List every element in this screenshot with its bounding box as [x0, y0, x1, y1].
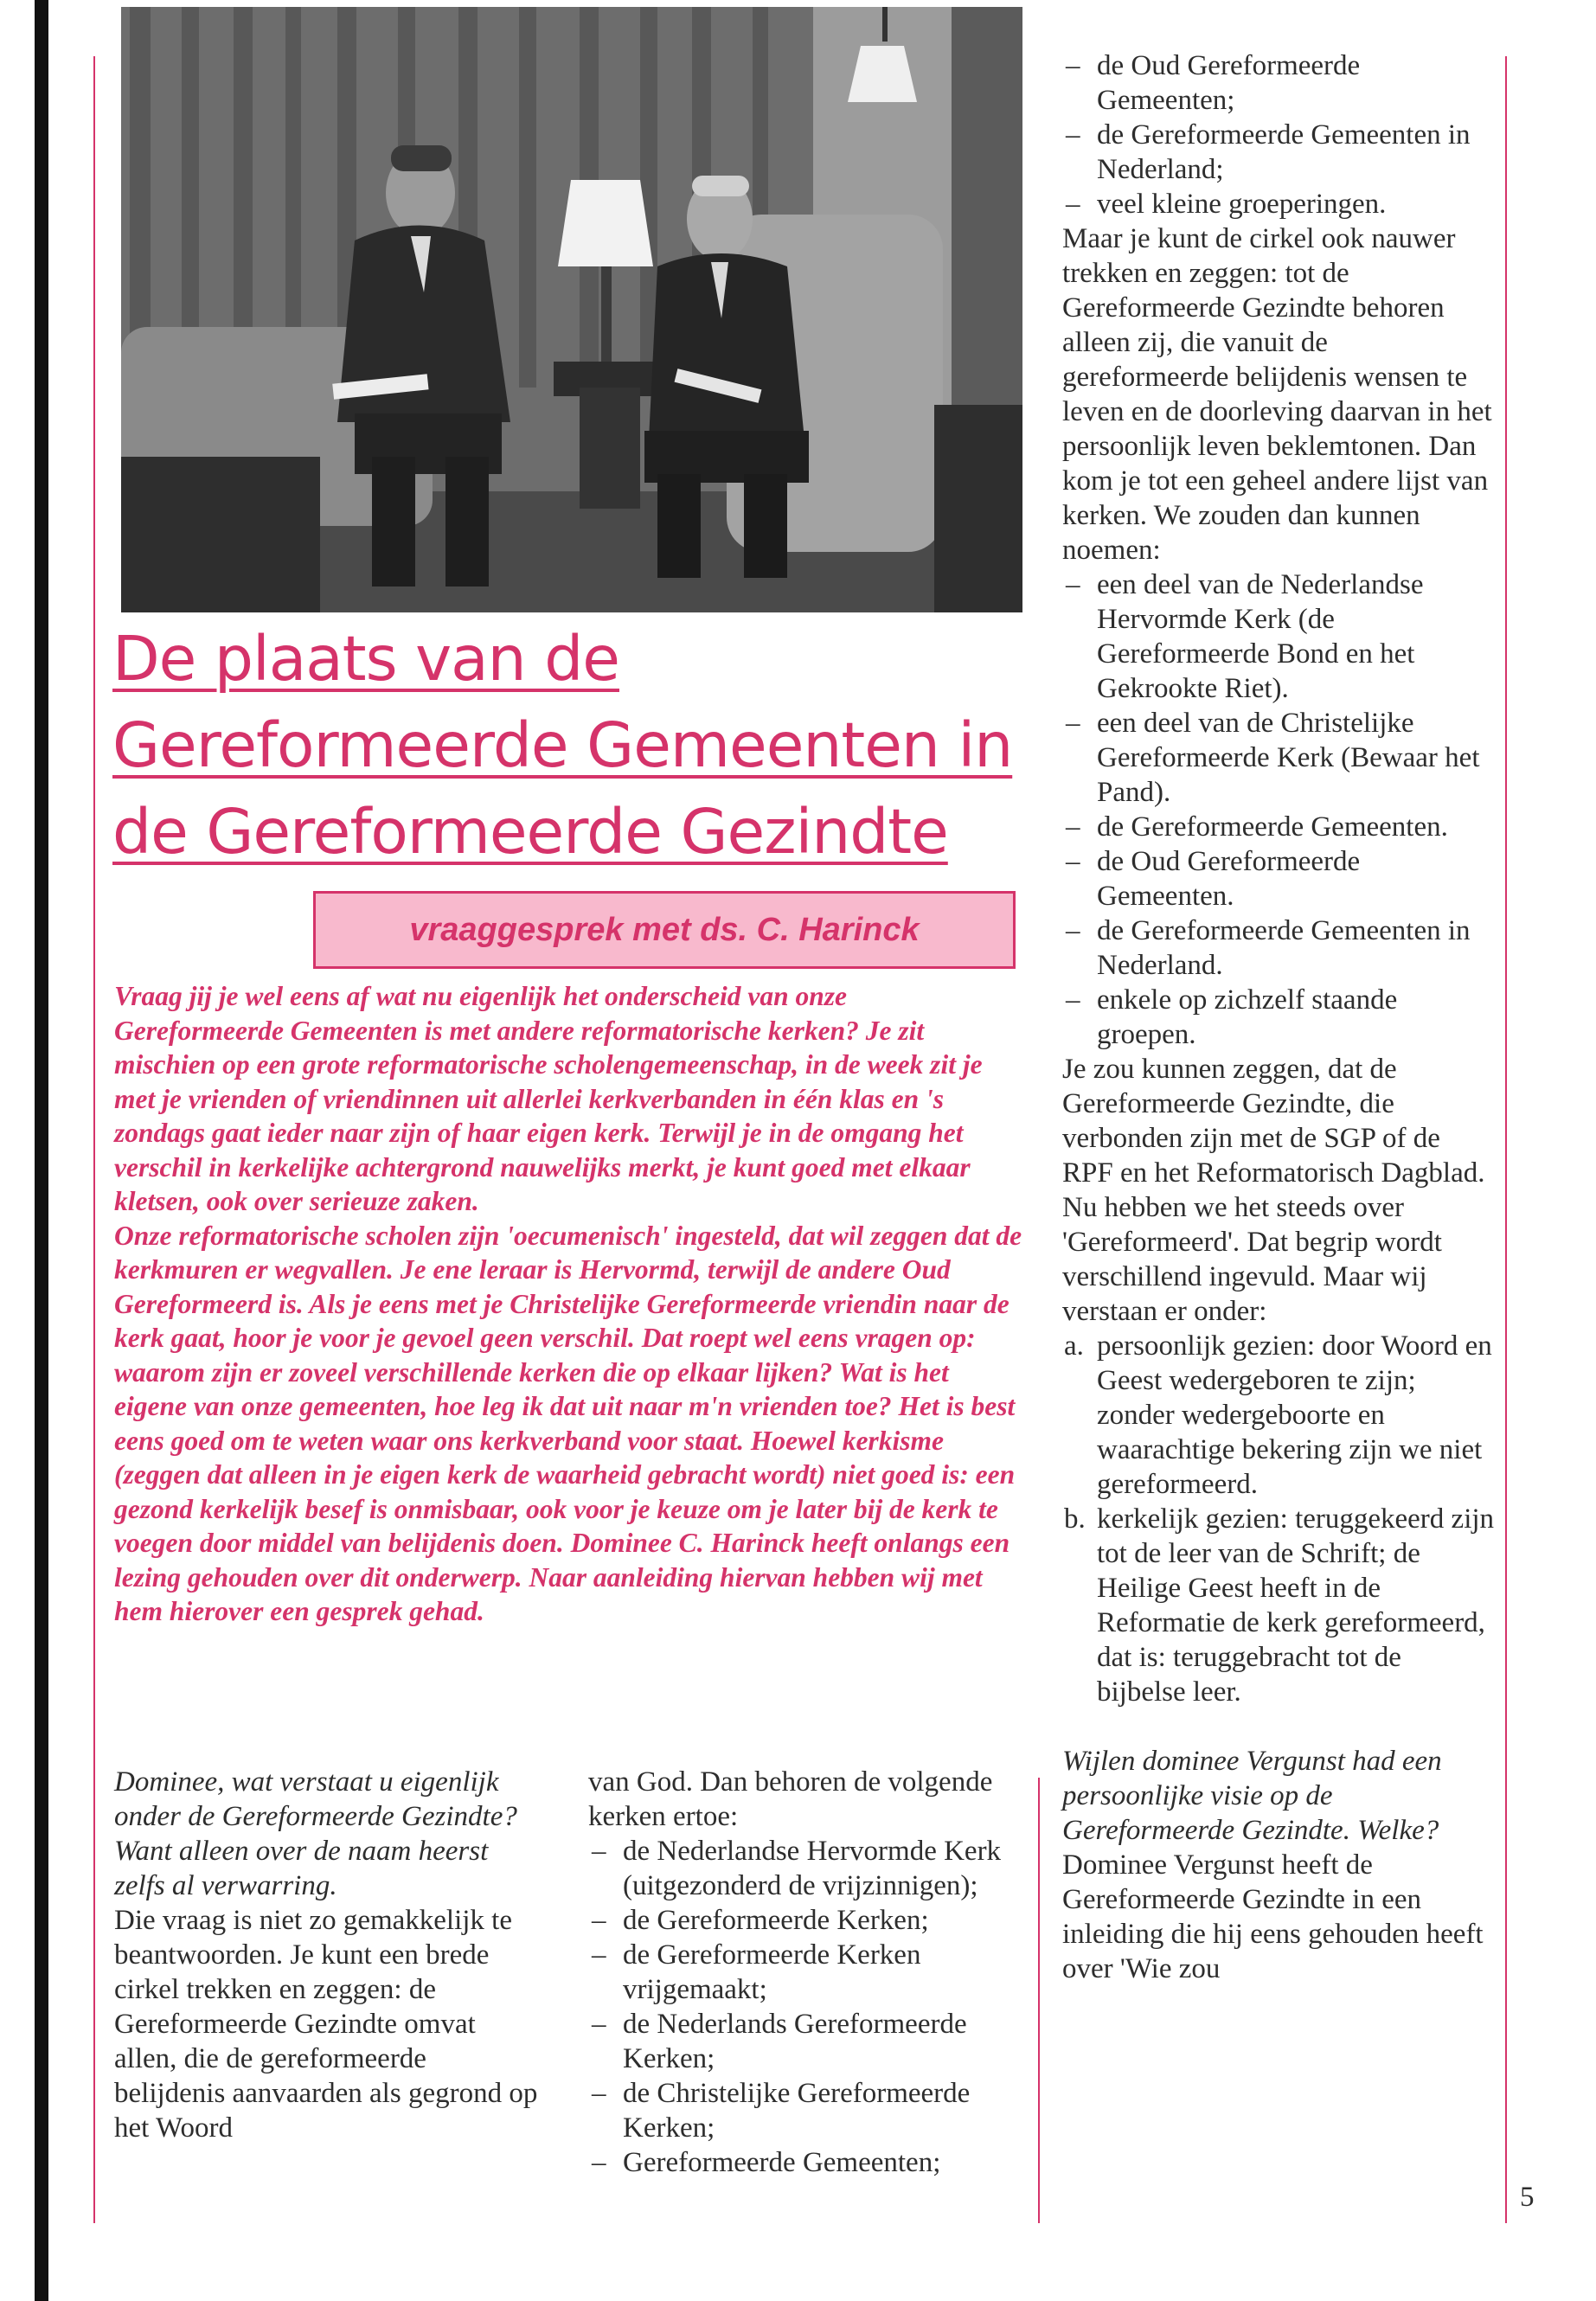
article-title	[112, 616, 1029, 875]
answer-paragraph: Je zou kunnen zeggen, dat de Gereformeerde Gezindte, die verbonden zijn met de SGP of de RPF en het Reformatorisch Dagblad. Nu hebben we het steeds over 'Gereformeerd'. Dat begrip wordt verschillend ingevuld. Maar wij verstaan er onder:	[1062, 1054, 1485, 1327]
column-rule-left	[93, 56, 95, 2223]
intro-paragraph: Onze reformatorische scholen zijn 'oecumenisch' ingesteld, dat wil zeggen dat de kerkmuren er wegvallen. Je ene leraar is Hervormd, terwijl de andere Oud Gereformeerd is. Als je eens met je Christelijke Gereformeerde vriendin naar de kerk gaat, hoor je voor je gevoel geen verschil. Dat roept wel eens vragen op: waarom zijn er zoveel verschillende kerken die op elkaar lijken? Wat is het eigene van onze gemeenten, hoe leg ik dat uit naar m'n vrienden toe? Het is best eens goed om te weten waar ons kerkverband voor staat. Hoewel kerkisme (zeggen dat alleen in je eigen kerk de waarheid gebracht wordt) niet goed is: een gezond kerkelijk besef is onmisbaar, ook voor je keuze om je later bij de kerk te voegen door middel van belijdenis doen. Dominee C. Harinck heeft onlangs een lezing gehouden over dit onderwerp. Naar aanleiding hiervan hebben wij met hem hierover een gesprek gehad.	[114, 1220, 1022, 1626]
list-item: – de Nederlandse Hervormde Kerk (uitgezonderd de vrijzinnigen);	[588, 1834, 1021, 1903]
column-2	[588, 1765, 1021, 2180]
column-rule-middle	[1038, 1778, 1040, 2223]
church-list	[588, 1834, 1021, 2180]
list-item: – veel kleine groeperingen.	[1062, 187, 1495, 221]
list-item: – de Oud Gereformeerde Gemeenten;	[1062, 48, 1495, 118]
interview-answer: Die vraag is niet zo gemakkelijk te beantwoorden. Je kunt een brede cirkel trekken en zeggen: de Gereformeerde Gezindte omvat allen, die de gereformeerde belijdenis aanvaarden als gegrond op het Woord	[114, 1905, 538, 2144]
interview-answer: Dominee Vergunst heeft de Gereformeerde Gezindte in een inleiding die hij eens gehouden heeft over 'Wie zou	[1062, 1849, 1484, 1984]
list-item: – de Christelijke Gereformeerde Kerken;	[588, 2076, 1021, 2145]
answer-continuation: van God. Dan behoren de volgende kerken ertoe:	[588, 1766, 993, 1832]
definition-text: kerkelijk gezien: teruggekeerd zijn tot de leer van de Schrift; de Heilige Geest heeft in de Reformatie de kerk gereformeerd, dat is: teruggebracht tot de bijbelse leer.	[1097, 1503, 1495, 1708]
subtitle: vraaggesprek met ds. C. Harinck	[409, 911, 920, 948]
list-item: – de Nederlands Gereformeerde Kerken;	[588, 2007, 1021, 2076]
definition-list	[1062, 1329, 1495, 1709]
column-3	[1062, 48, 1495, 1986]
title-line: De plaats van de	[112, 623, 619, 695]
definition-item	[1062, 1329, 1495, 1502]
list-item: – enkele op zichzelf staande groepen.	[1062, 983, 1495, 1052]
list-item: – de Oud Gereformeerde Gemeenten.	[1062, 844, 1495, 913]
list-item: – een deel van de Christelijke Gereformeerde Kerk (Bewaar het Pand).	[1062, 706, 1495, 810]
list-item: – de Gereformeerde Gemeenten.	[1062, 810, 1495, 844]
intro-text	[114, 979, 1022, 1629]
list-item: – een deel van de Nederlandse Hervormde Kerk (de Gereformeerde Bond en het Gekrookte Riet).	[1062, 567, 1495, 706]
title-line: de Gereformeerde Gezindte	[112, 796, 948, 868]
title-line: Gereformeerde Gemeenten in	[112, 709, 1013, 781]
column-1	[114, 1765, 538, 2145]
answer-paragraph: Maar je kunt de cirkel ook nauwer trekken en zeggen: tot de Gereformeerde Gezindte behoren alleen zij, die vanuit de gereformeerde belijdenis wensen te leven en de doorleving daarvan in het persoonlijk leven beklemtonen. Dan kom je tot een geheel andere lijst van kerken. We zouden dan kunnen noemen:	[1062, 223, 1492, 566]
list-item: – de Gereformeerde Gemeenten in Nederland.	[1062, 913, 1495, 983]
definition-text: persoonlijk gezien: door Woord en Geest wedergeboren te zijn; zonder wedergeboorte en waarachtige bekering zijn we niet gereformeerd.	[1097, 1330, 1492, 1500]
narrow-church-list	[1062, 567, 1495, 1052]
page-number: 5	[1520, 2182, 1535, 2213]
intro-paragraph: Vraag jij je wel eens af wat nu eigenlijk het onderscheid van onze Gereformeerde Gemeenten is met andere reformatorische kerken? Je zit mischien op een grote reformatorische scholengemeenschap, in de week zit je met je vrienden of vriendinnen uit allerlei kerkverbanden in één klas en 's zondags gaat ieder naar zijn of haar eigen kerk. Terwijl je in de omgang het verschil in kerkelijke achtergrond nauwelijks merkt, je kunt goed met elkaar kletsen, ook over serieuze zaken.	[114, 981, 983, 1216]
list-item: – de Gereformeerde Gemeenten in Nederland;	[1062, 118, 1495, 187]
definition-item	[1062, 1502, 1495, 1709]
interview-photo	[121, 7, 1022, 612]
list-item: – Gereformeerde Gemeenten;	[588, 2145, 1021, 2180]
interview-question: Wijlen dominee Vergunst had een persoonlijke visie op de Gereformeerde Gezindte. Welke?	[1062, 1746, 1442, 1846]
list-item: – de Gereformeerde Kerken vrijgemaakt;	[588, 1938, 1021, 2007]
list-item: – de Gereformeerde Kerken;	[588, 1903, 1021, 1938]
left-page-edge	[35, 0, 48, 2301]
interview-question: Dominee, wat verstaat u eigenlijk onder de Gereformeerde Gezindte? Want alleen over de naam heerst zelfs al verwarring.	[114, 1766, 517, 1901]
spacer	[1062, 1709, 1495, 1744]
column-rule-right	[1505, 56, 1507, 2223]
subtitle-box	[313, 891, 1016, 969]
church-list-continued	[1062, 48, 1495, 221]
